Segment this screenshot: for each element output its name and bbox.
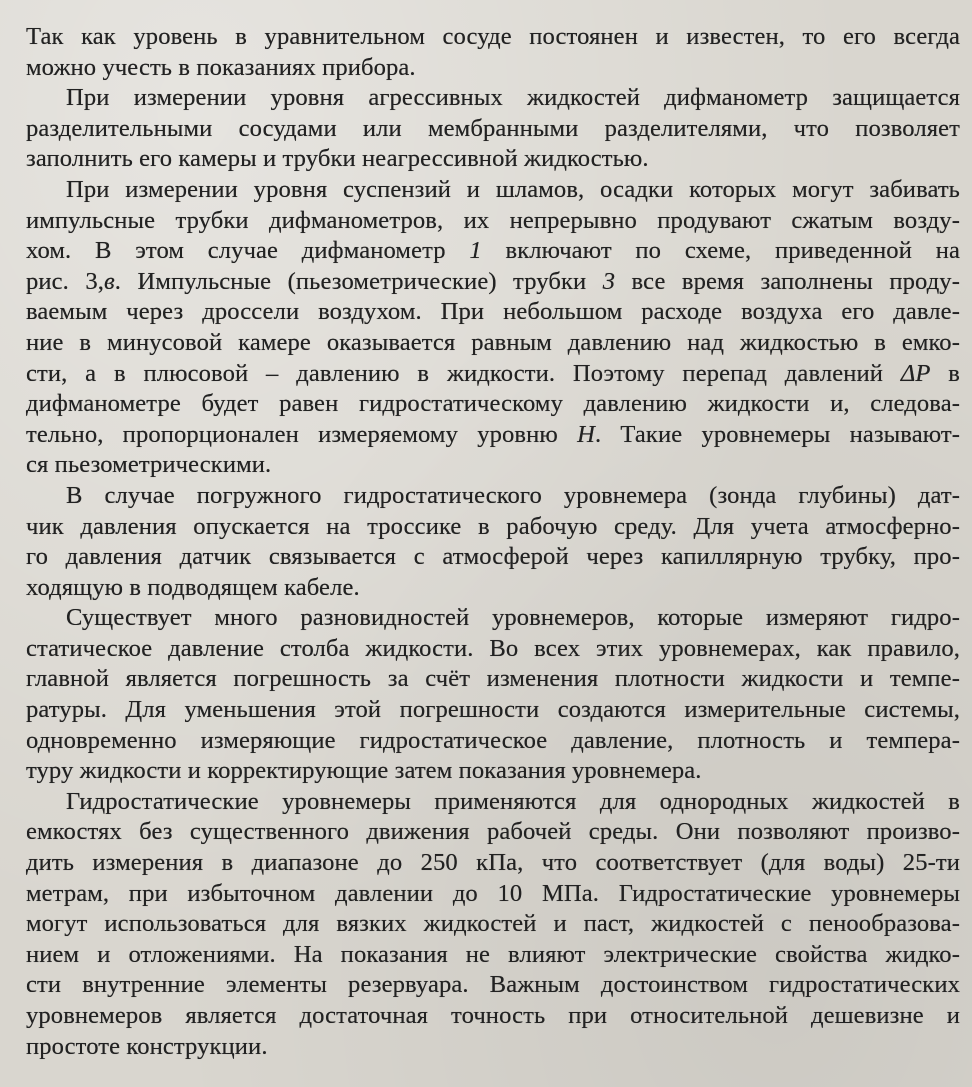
text-run: в [930,359,960,387]
text-run: сти, а в плюсовой – давлению в жидкости. Поэтому перепад давлений [26,359,901,387]
text-run: тельно, пропорционален измеряемому уровню [26,420,578,448]
text-line: можно учесть в показаниях прибора. [26,53,416,81]
text-run: хом. В этом случае дифманометр [26,237,470,265]
formula-symbol: ΔP [900,359,931,387]
text-line [26,267,960,298]
text-line: простоте конструкции. [26,1032,268,1060]
text-line: При измерении уровня суспензий и шламов, осадки которых могут забивать [66,175,960,203]
text-line: емкостях без существенного движения рабочей среды. Они позволяют произво- [26,818,960,846]
text-line: В случае погружного гидростатического уровнемера (зонда глубины) дат- [66,481,960,509]
text-line: ратуры. Для уменьшения этой погрешности создаются измерительные системы, [26,696,960,724]
text-line: Гидростатические уровнемеры применяются для однородных жидкостей в [66,787,960,815]
paragraph-6 [26,787,960,1062]
text-line: Существует много разновидностей уровнемеров, которые измеряют гидро- [66,604,960,632]
figure-letter: в [104,267,115,295]
text-line: импульсные трубки дифманометров, их непрерывно продувают сжатым возду- [26,206,960,234]
text-line: главной является погрешность за счёт изменения плотности жидкости и темпе- [26,665,960,693]
text-line: го давления датчик связывается с атмосферой через капиллярную трубку, про- [26,543,960,571]
formula-symbol: H [577,420,595,448]
text-line: дифманометре будет равен гидростатическому давлению жидкости и, следова- [26,390,960,418]
text-line: нием и отложениями. На показания не влияют электрические свойства жидко- [26,940,960,968]
text-line: ние в минусовой камере оказывается равным давлению над жидкостью в емко- [26,328,960,356]
text-run: . Такие уровнемеры называют- [594,420,960,448]
paragraph-3 [26,175,960,481]
text-line: могут использоваться для вязких жидкостей и паст, жидкостей с пенообразова- [26,910,960,938]
text-line: одновременно измеряющие гидростатическое давление, плотность и темпера- [26,726,960,754]
document-page [26,22,960,1062]
text-run: . Импульсные (пьезометрические) трубки [114,267,603,295]
reference-number: 3 [602,267,616,295]
text-line: уровнемеров является достаточная точность при относительной дешевизне и [26,1002,960,1029]
paragraph-4 [26,481,960,603]
text-run: рис. 3, [26,267,105,295]
text-line [26,420,960,451]
text-line: ходящую в подводящем кабеле. [26,573,360,601]
reference-number: 1 [469,237,482,265]
text-line: туру жидкости и корректирующие затем показания уровнемера. [26,757,702,785]
paragraph-1 [26,22,960,83]
text-line: ваемым через дроссели воздухом. При небольшом расходе воздуха его давле- [26,298,960,326]
text-line: Так как уровень в уравнительном сосуде постоянен и известен, то его всегда [26,23,960,50]
text-line: При измерении уровня агрессивных жидкостей дифманометр защищается [66,84,960,112]
text-line: ся пьезометрическими. [26,451,272,479]
text-line: статическое давление столба жидкости. Во всех этих уровнемерах, как правило, [26,634,960,662]
paragraph-2 [26,83,960,175]
text-line [26,359,960,390]
text-line: метрам, при избыточном давлении до 10 МПа. Гидростатические уровнемеры [26,879,960,907]
text-line: сти внутренние элементы резервуара. Важным достоинством гидростатических [26,971,960,999]
text-line: заполнить его камеры и трубки неагрессивной жидкостью. [26,145,649,173]
text-run: все время заполнены проду- [615,267,960,295]
paragraph-5 [26,603,960,787]
text-line: разделительными сосудами или мембранными разделителями, что позволяет [26,114,960,142]
text-line [26,236,960,267]
text-line: дить измерения в диапазоне до 250 кПа, что соответствует (для воды) 25-ти [26,849,960,877]
text-line: чик давления опускается на тросcике в рабочую среду. Для учета атмосферно- [26,512,960,540]
text-run: включают по схеме, приведенной на [481,237,960,265]
